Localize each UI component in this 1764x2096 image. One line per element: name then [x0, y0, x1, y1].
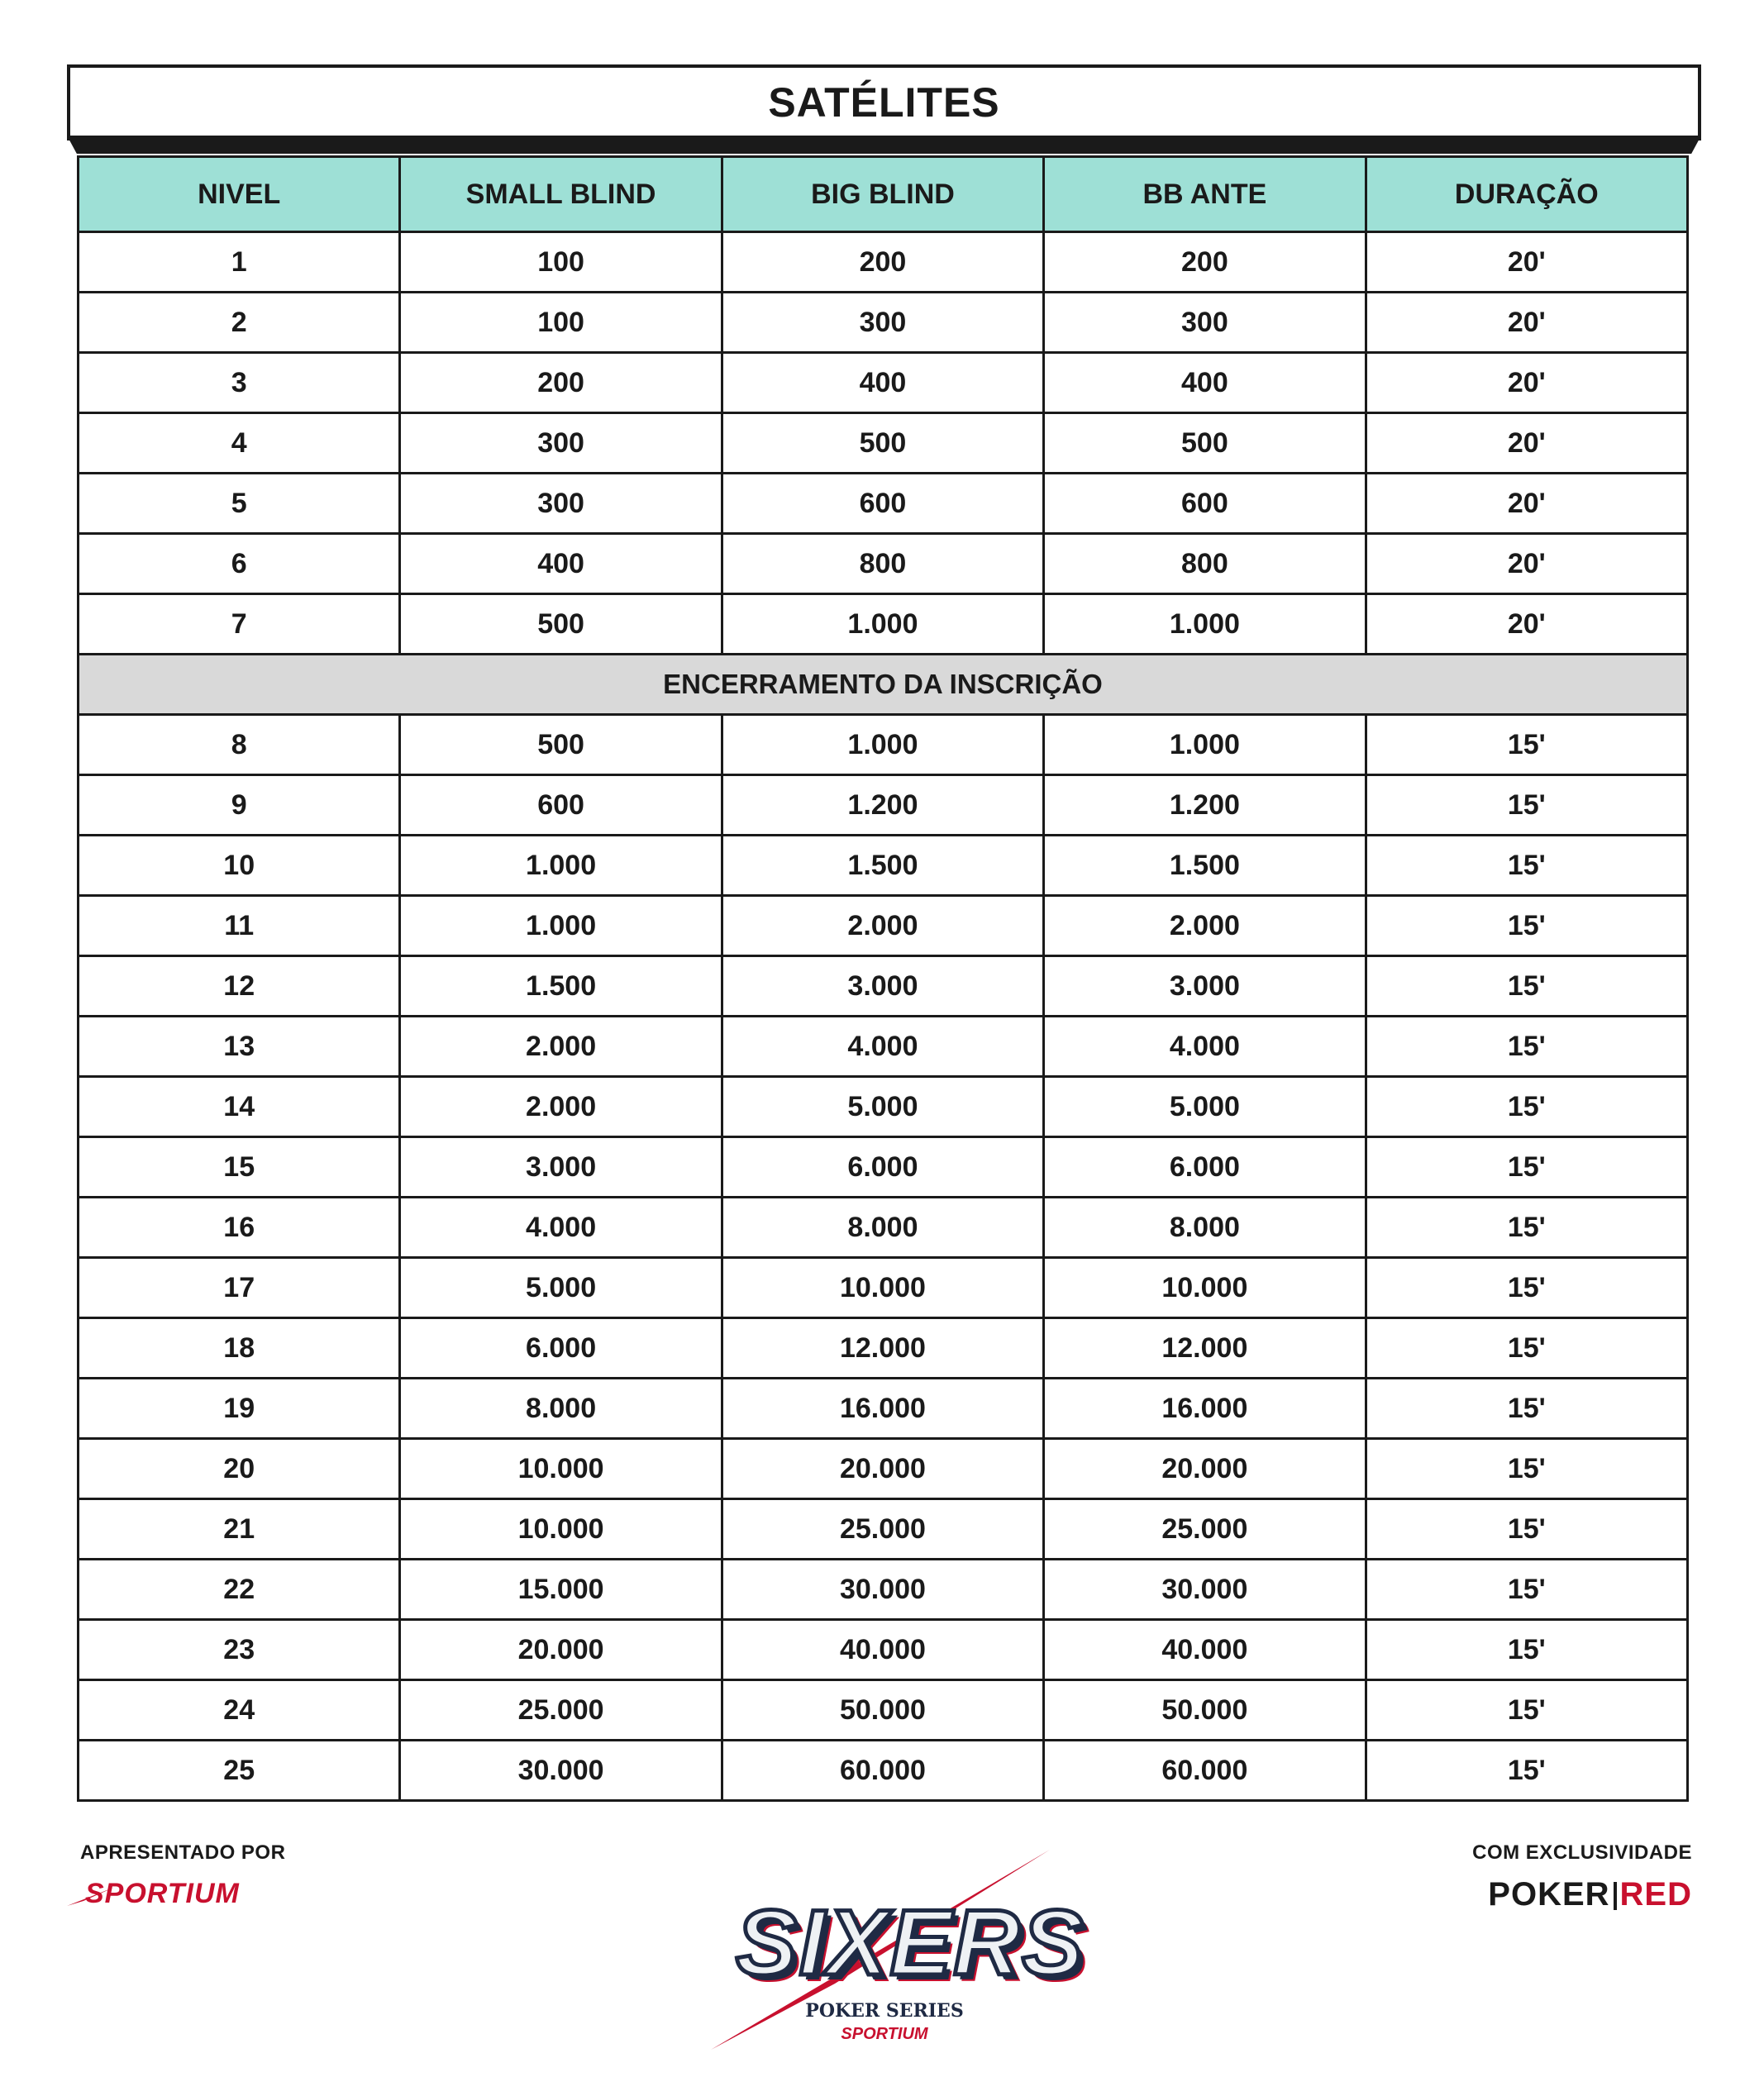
cell-small-blind: 100	[400, 293, 722, 353]
cell-nivel: 9	[79, 775, 400, 836]
cell-bb-ante: 1.000	[1044, 594, 1366, 655]
poker-series-text: POKER SERIES	[805, 2000, 964, 2022]
cell-big-blind: 6.000	[722, 1137, 1043, 1198]
cell-duracao: 15'	[1366, 1198, 1687, 1258]
cell-duracao: 20'	[1366, 353, 1687, 413]
cell-big-blind: 1.000	[722, 594, 1043, 655]
table-row	[79, 594, 1688, 655]
cell-nivel: 11	[79, 896, 400, 956]
cell-big-blind: 16.000	[722, 1379, 1043, 1439]
cell-nivel: 8	[79, 715, 400, 775]
cell-bb-ante: 800	[1044, 534, 1366, 594]
swoosh-icon	[65, 1884, 115, 1909]
table-header-row	[79, 157, 1688, 232]
cell-small-blind: 1.000	[400, 896, 722, 956]
cell-duracao: 15'	[1366, 775, 1687, 836]
cell-nivel: 10	[79, 836, 400, 896]
cell-bb-ante: 1.500	[1044, 836, 1366, 896]
cell-nivel: 18	[79, 1318, 400, 1379]
cell-small-blind: 30.000	[400, 1741, 722, 1801]
cell-duracao: 15'	[1366, 1318, 1687, 1379]
cell-big-blind: 400	[722, 353, 1043, 413]
cell-bb-ante: 60.000	[1044, 1741, 1366, 1801]
cell-bb-ante: 12.000	[1044, 1318, 1366, 1379]
cell-small-blind: 4.000	[400, 1198, 722, 1258]
column-header-duracao: DURAÇÃO	[1366, 157, 1687, 232]
cell-duracao: 20'	[1366, 413, 1687, 474]
cell-duracao: 15'	[1366, 1379, 1687, 1439]
cell-big-blind: 3.000	[722, 956, 1043, 1017]
cell-small-blind: 500	[400, 594, 722, 655]
cell-nivel: 12	[79, 956, 400, 1017]
sportium-logo-text: SPORTIUM	[85, 1878, 240, 1909]
red-logo-text: RED	[1619, 1876, 1692, 1913]
cell-duracao: 15'	[1366, 1439, 1687, 1499]
cell-duracao: 15'	[1366, 1620, 1687, 1680]
cell-big-blind: 300	[722, 293, 1043, 353]
cell-big-blind: 20.000	[722, 1439, 1043, 1499]
cell-nivel: 4	[79, 413, 400, 474]
presenter-block	[80, 1841, 285, 1910]
cell-small-blind: 6.000	[400, 1318, 722, 1379]
blind-structure-table	[77, 155, 1689, 1802]
table-row	[79, 232, 1688, 293]
sportium-small-text: SPORTIUM	[841, 2025, 928, 2043]
cell-duracao: 15'	[1366, 1017, 1687, 1077]
cell-bb-ante: 1.200	[1044, 775, 1366, 836]
cell-bb-ante: 300	[1044, 293, 1366, 353]
column-header-bb-ante: BB ANTE	[1044, 157, 1366, 232]
cell-small-blind: 400	[400, 534, 722, 594]
cell-duracao: 15'	[1366, 1077, 1687, 1137]
cell-small-blind: 100	[400, 232, 722, 293]
cell-big-blind: 600	[722, 474, 1043, 534]
table-row	[79, 896, 1688, 956]
table-row	[79, 836, 1688, 896]
cell-duracao: 20'	[1366, 534, 1687, 594]
cell-small-blind: 20.000	[400, 1620, 722, 1680]
cell-bb-ante: 200	[1044, 232, 1366, 293]
registration-closing-label: ENCERRAMENTO DA INSCRIÇÃO	[79, 655, 1688, 715]
table-row	[79, 1620, 1688, 1680]
cell-bb-ante: 6.000	[1044, 1137, 1366, 1198]
sixers-wordmark: SIXERS	[736, 1891, 1085, 1994]
cell-duracao: 15'	[1366, 1741, 1687, 1801]
cell-big-blind: 800	[722, 534, 1043, 594]
table-row	[79, 775, 1688, 836]
cell-nivel: 6	[79, 534, 400, 594]
table-row	[79, 1560, 1688, 1620]
exclusivity-block	[1472, 1841, 1692, 1913]
cell-big-blind: 50.000	[722, 1680, 1043, 1741]
cell-big-blind: 5.000	[722, 1077, 1043, 1137]
cell-nivel: 15	[79, 1137, 400, 1198]
cell-big-blind: 4.000	[722, 1017, 1043, 1077]
title-shadow-bar	[67, 136, 1701, 154]
presenter-label: APRESENTADO POR	[80, 1841, 286, 1864]
table-row	[79, 956, 1688, 1017]
cell-duracao: 15'	[1366, 956, 1687, 1017]
cell-bb-ante: 50.000	[1044, 1680, 1366, 1741]
cell-bb-ante: 500	[1044, 413, 1366, 474]
cell-big-blind: 500	[722, 413, 1043, 474]
cell-big-blind: 30.000	[722, 1560, 1043, 1620]
table-row	[79, 1077, 1688, 1137]
cell-bb-ante: 1.000	[1044, 715, 1366, 775]
cell-small-blind: 8.000	[400, 1379, 722, 1439]
cell-nivel: 3	[79, 353, 400, 413]
cell-nivel: 20	[79, 1439, 400, 1499]
cell-big-blind: 1.200	[722, 775, 1043, 836]
cell-small-blind: 10.000	[400, 1499, 722, 1560]
table-row	[79, 1680, 1688, 1741]
cell-big-blind: 1.500	[722, 836, 1043, 896]
cell-nivel: 22	[79, 1560, 400, 1620]
exclusivity-label: COM EXCLUSIVIDADE	[1472, 1841, 1692, 1864]
cell-big-blind: 8.000	[722, 1198, 1043, 1258]
cell-nivel: 16	[79, 1198, 400, 1258]
cell-bb-ante: 3.000	[1044, 956, 1366, 1017]
cell-small-blind: 3.000	[400, 1137, 722, 1198]
table-row	[79, 1741, 1688, 1801]
cell-nivel: 5	[79, 474, 400, 534]
column-header-small-blind: SMALL BLIND	[400, 157, 722, 232]
poker-logo-text: POKER	[1488, 1876, 1610, 1913]
cell-small-blind: 10.000	[400, 1439, 722, 1499]
cell-small-blind: 5.000	[400, 1258, 722, 1318]
cell-duracao: 15'	[1366, 1680, 1687, 1741]
cell-small-blind: 15.000	[400, 1560, 722, 1620]
cell-nivel: 13	[79, 1017, 400, 1077]
cell-small-blind: 300	[400, 413, 722, 474]
cell-small-blind: 200	[400, 353, 722, 413]
cell-bb-ante: 20.000	[1044, 1439, 1366, 1499]
cell-nivel: 19	[79, 1379, 400, 1439]
cell-small-blind: 1.500	[400, 956, 722, 1017]
table-row	[79, 534, 1688, 594]
table-row	[79, 715, 1688, 775]
table-row	[79, 1499, 1688, 1560]
column-header-nivel: NIVEL	[79, 157, 400, 232]
cell-duracao: 15'	[1366, 1560, 1687, 1620]
cell-nivel: 17	[79, 1258, 400, 1318]
sportium-logo	[80, 1878, 285, 1910]
cell-bb-ante: 40.000	[1044, 1620, 1366, 1680]
cell-big-blind: 40.000	[722, 1620, 1043, 1680]
cell-nivel: 2	[79, 293, 400, 353]
cell-bb-ante: 25.000	[1044, 1499, 1366, 1560]
cell-nivel: 24	[79, 1680, 400, 1741]
cell-big-blind: 1.000	[722, 715, 1043, 775]
cell-duracao: 20'	[1366, 594, 1687, 655]
logo-divider	[1614, 1882, 1617, 1910]
cell-bb-ante: 10.000	[1044, 1258, 1366, 1318]
cell-bb-ante: 30.000	[1044, 1560, 1366, 1620]
cell-duracao: 15'	[1366, 1258, 1687, 1318]
cell-duracao: 20'	[1366, 293, 1687, 353]
cell-bb-ante: 4.000	[1044, 1017, 1366, 1077]
registration-closing-row	[79, 655, 1688, 715]
table-row	[79, 353, 1688, 413]
cell-bb-ante: 16.000	[1044, 1379, 1366, 1439]
cell-duracao: 15'	[1366, 715, 1687, 775]
cell-small-blind: 2.000	[400, 1017, 722, 1077]
cell-bb-ante: 2.000	[1044, 896, 1366, 956]
cell-duracao: 20'	[1366, 474, 1687, 534]
cell-big-blind: 2.000	[722, 896, 1043, 956]
cell-big-blind: 200	[722, 232, 1043, 293]
cell-small-blind: 600	[400, 775, 722, 836]
cell-nivel: 25	[79, 1741, 400, 1801]
cell-small-blind: 1.000	[400, 836, 722, 896]
cell-nivel: 14	[79, 1077, 400, 1137]
cell-duracao: 15'	[1366, 1137, 1687, 1198]
cell-duracao: 15'	[1366, 896, 1687, 956]
cell-big-blind: 25.000	[722, 1499, 1043, 1560]
page-title	[67, 64, 1701, 141]
table-row	[79, 474, 1688, 534]
column-header-big-blind: BIG BLIND	[722, 157, 1043, 232]
table-row	[79, 413, 1688, 474]
cell-duracao: 15'	[1366, 836, 1687, 896]
cell-big-blind: 12.000	[722, 1318, 1043, 1379]
poker-red-logo	[1472, 1876, 1692, 1913]
cell-small-blind: 500	[400, 715, 722, 775]
cell-bb-ante: 600	[1044, 474, 1366, 534]
cell-bb-ante: 8.000	[1044, 1198, 1366, 1258]
cell-bb-ante: 5.000	[1044, 1077, 1366, 1137]
title-text: SATÉLITES	[768, 79, 1000, 126]
cell-big-blind: 60.000	[722, 1741, 1043, 1801]
table-row	[79, 1379, 1688, 1439]
table-row	[79, 1258, 1688, 1318]
table-row	[79, 1198, 1688, 1258]
cell-nivel: 23	[79, 1620, 400, 1680]
cell-small-blind: 25.000	[400, 1680, 722, 1741]
table-row	[79, 293, 1688, 353]
table-row	[79, 1318, 1688, 1379]
cell-duracao: 15'	[1366, 1499, 1687, 1560]
table-body	[79, 232, 1688, 1801]
cell-nivel: 21	[79, 1499, 400, 1560]
sixers-poker-series-logo	[711, 1843, 1085, 2075]
cell-duracao: 20'	[1366, 232, 1687, 293]
cell-small-blind: 2.000	[400, 1077, 722, 1137]
cell-nivel: 1	[79, 232, 400, 293]
table-row	[79, 1439, 1688, 1499]
cell-nivel: 7	[79, 594, 400, 655]
table-row	[79, 1137, 1688, 1198]
table-row	[79, 1017, 1688, 1077]
cell-small-blind: 300	[400, 474, 722, 534]
cell-big-blind: 10.000	[722, 1258, 1043, 1318]
cell-bb-ante: 400	[1044, 353, 1366, 413]
